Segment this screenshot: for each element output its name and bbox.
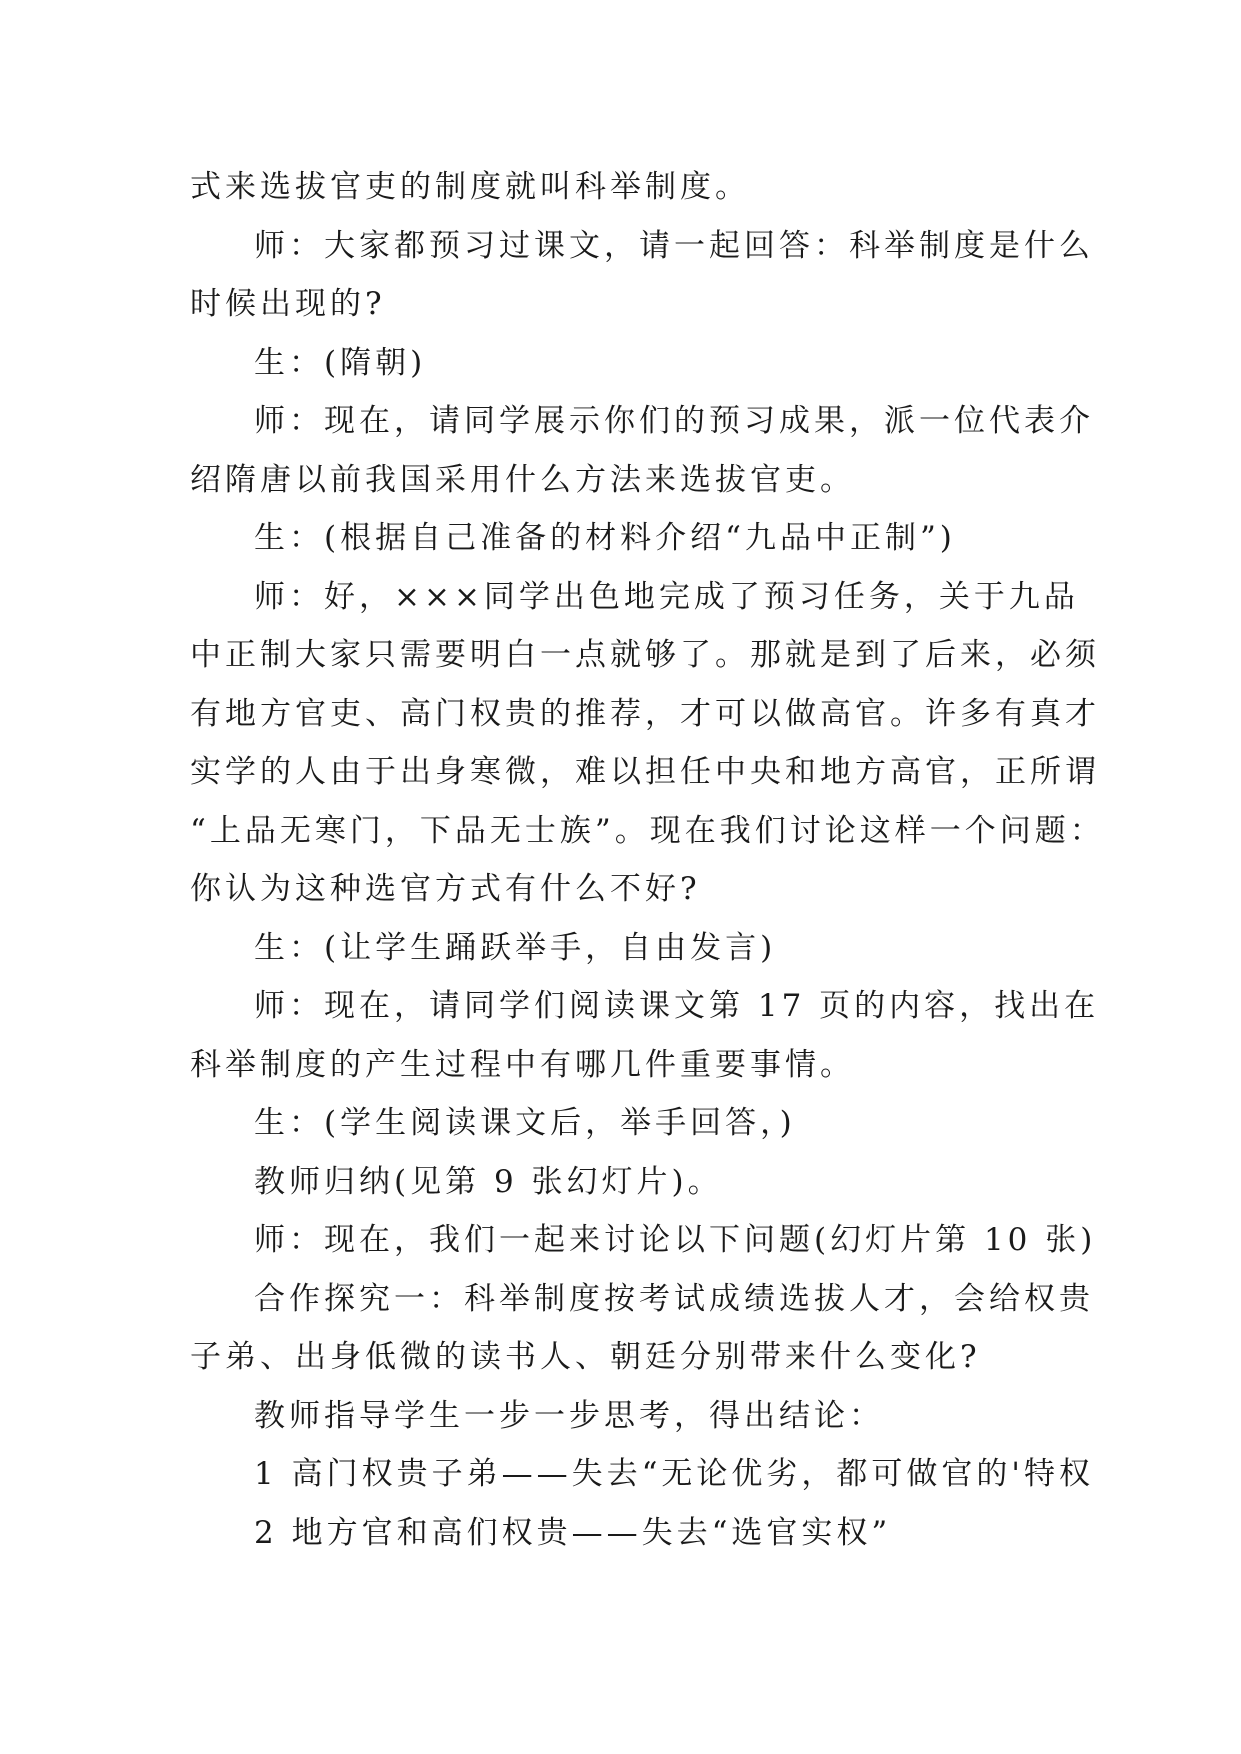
text-line: 时候出现的? xyxy=(190,286,386,322)
paragraph-7 xyxy=(190,919,1060,978)
paragraph-11 xyxy=(190,1211,1097,1270)
text-line: 师：现在，我们一起来讨论以下问题(幻灯片第 10 张) xyxy=(254,1222,1097,1258)
text-line: 中正制大家只需要明白一点就够了。那就是到了后来，必须 xyxy=(190,637,1100,673)
text-line: 合作探究一：科举制度按考试成绩选拔人才，会给权贵 xyxy=(254,1280,1094,1317)
text-line: 生：(让学生踊跃举手，自由发言) xyxy=(254,929,777,966)
paragraph-14 xyxy=(190,1445,1094,1504)
text-line: 师：现在，请同学展示你们的预习成果，派一位代表介 xyxy=(254,403,1094,439)
text-line: 生：(学生阅读课文后，举手回答，) xyxy=(254,1105,796,1141)
text-line: 有地方官吏、高门权贵的推荐，才可以做高官。许多有真才 xyxy=(190,695,1100,732)
text-line: 师：大家都预习过课文，请一起回答：科举制度是什么 xyxy=(254,227,1094,264)
text-line: 绍隋唐以前我国采用什么方法来选拔官吏。 xyxy=(190,461,855,498)
paragraph-4 xyxy=(190,392,1094,509)
paragraph-10 xyxy=(190,1153,1060,1212)
paragraph-15 xyxy=(190,1504,1060,1563)
paragraph-3 xyxy=(190,334,1060,393)
paragraph-5 xyxy=(190,509,1060,568)
paragraph-12 xyxy=(190,1270,1094,1387)
text-line: 生：(隋朝) xyxy=(254,344,427,381)
paragraph-2 xyxy=(190,217,1094,334)
text-line: 子弟、出身低微的读书人、朝廷分别带来什么变化? xyxy=(190,1339,981,1375)
text-line: 生：(根据自己准备的材料介绍“九品中正制”) xyxy=(254,520,956,556)
text-line: 师：好，×××同学出色地完成了预习任务，关于九品 xyxy=(254,578,1079,615)
text-line: 1 高门权贵子弟——失去“无论优劣，都可做官的'特权 xyxy=(254,1456,1094,1492)
text-line: “上品无寒门，下品无士族”。现在我们讨论这样一个问题： xyxy=(190,812,1105,849)
paragraph-13 xyxy=(190,1387,1060,1446)
text-line: 科举制度的产生过程中有哪几件重要事情。 xyxy=(190,1046,855,1083)
paragraph-1 xyxy=(190,158,1060,217)
text-line: 教师指导学生一步一步思考，得出结论： xyxy=(254,1397,884,1434)
text-line: 你认为这种选官方式有什么不好? xyxy=(190,871,701,907)
text-line: 师：现在，请同学们阅读课文第 17 页的内容，找出在 xyxy=(254,988,1100,1024)
text-line: 式来选拔官吏的制度就叫科举制度。 xyxy=(190,169,750,205)
paragraph-9 xyxy=(190,1094,1060,1153)
text-line: 教师归纳(见第 9 张幻灯片)。 xyxy=(254,1163,723,1200)
text-line: 2 地方官和高们权贵——失去“选官实权” xyxy=(254,1514,892,1551)
paragraph-6 xyxy=(190,568,1105,919)
paragraph-8 xyxy=(190,977,1100,1094)
document-body xyxy=(190,158,1105,1562)
text-line: 实学的人由于出身寒微，难以担任中央和地方高官，正所谓 xyxy=(190,754,1100,790)
